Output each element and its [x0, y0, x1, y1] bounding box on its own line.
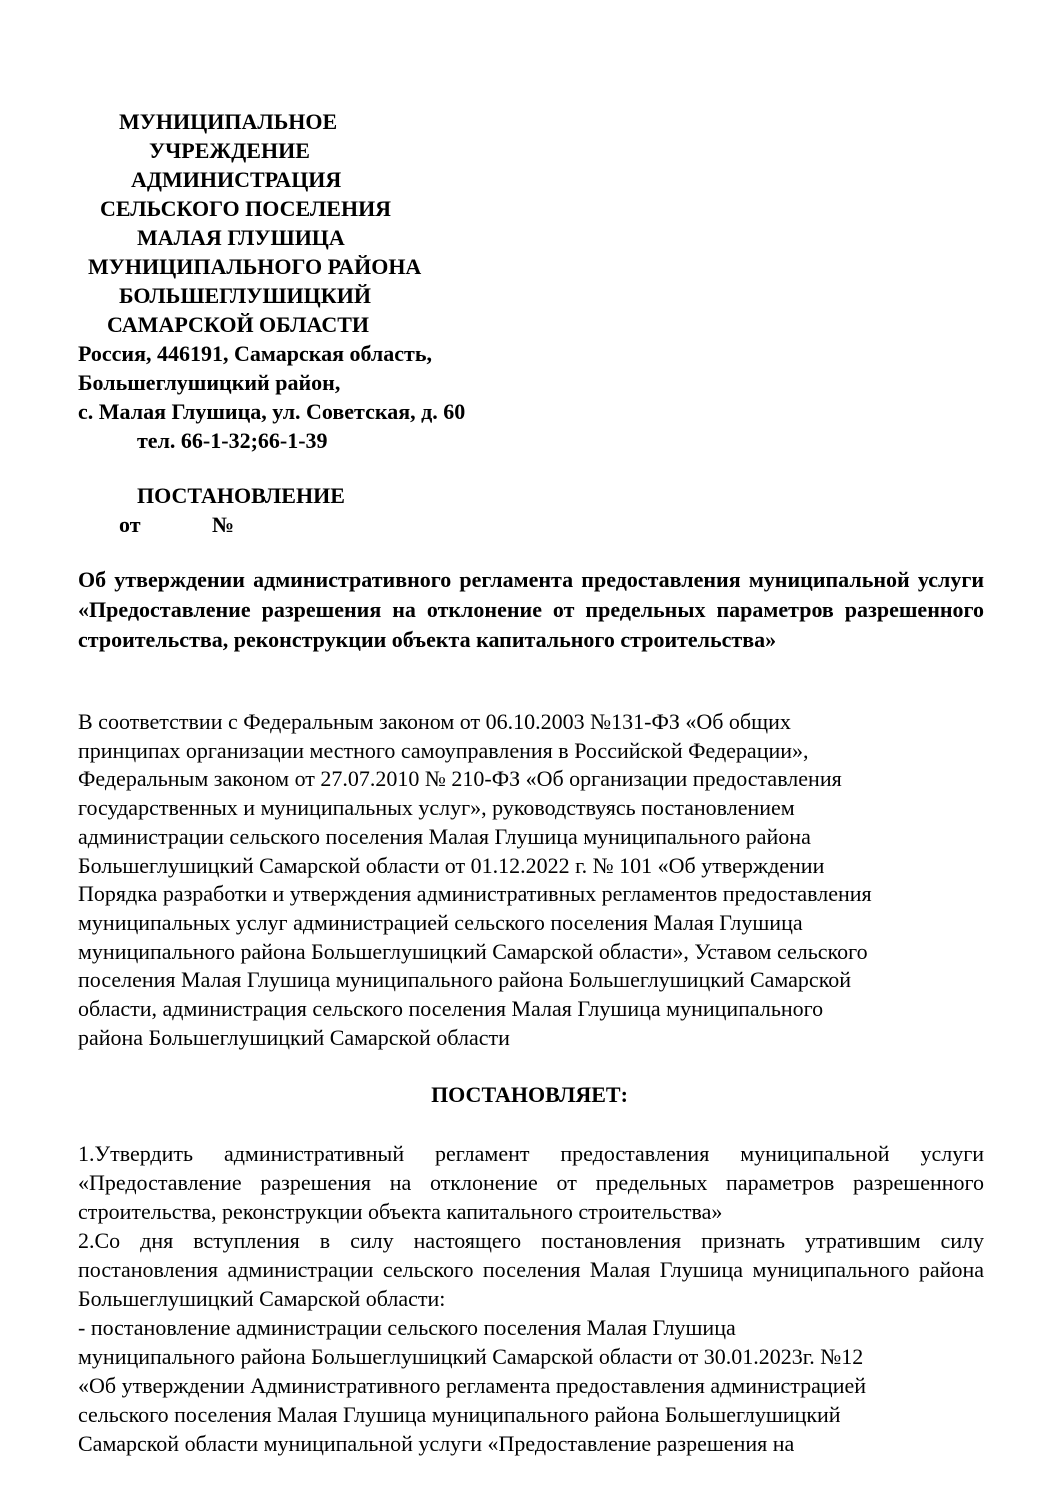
item-2-sub-line: - постановление администрации сельского поселения Малая Глушица: [78, 1315, 736, 1340]
preamble-line: муниципального района Большеглушицкий Самарской области», Уставом сельского: [78, 938, 868, 964]
preamble-line: Федеральным законом от 27.07.2010 № 210-ФЗ «Об организации предоставления: [78, 766, 842, 792]
header-line: СЕЛЬСКОГО ПОСЕЛЕНИЯ: [100, 196, 392, 221]
header-line: УЧРЕЖДЕНИЕ: [149, 138, 310, 163]
decree-heading: ПОСТАНОВЛЯЕТ:: [431, 1082, 628, 1107]
item-2: 2.Со дня вступления в силу настоящего постановления признать утратившим силу постановления администрации сельского поселения Малая Глушица муниципального района Большеглушицкий Самарской области:: [78, 1228, 984, 1311]
header-line: АДМИНИСТРАЦИЯ: [131, 167, 342, 192]
header-line: МУНИЦИПАЛЬНОГО РАЙОНА: [88, 254, 422, 279]
preamble-line: В соответствии с Федеральным законом от 06.10.2003 №131-ФЗ «Об общих: [78, 709, 791, 734]
preamble-line: Порядка разработки и утверждения административных регламентов предоставления: [78, 881, 872, 907]
item-2-sub-line: Самарской области муниципальной услуги «Предоставление разрешения на: [78, 1431, 795, 1456]
decree-items: [78, 1139, 984, 1458]
preamble: [78, 708, 984, 1052]
preamble-line: муниципальных услуг администрацией сельского поселения Малая Глушица: [78, 909, 803, 935]
date-label: от: [119, 512, 141, 537]
document-title: Об утверждении административного регламента предоставления муниципальной услуги «Предоставление разрешения на отклонение от предельных параметров разрешенного строительства, реконструкции объекта капитального строительства»: [78, 567, 984, 652]
header-line: МАЛАЯ ГЛУШИЦА: [137, 225, 345, 250]
preamble-line: государственных и муниципальных услуг», руководствуясь постановлением: [78, 795, 795, 821]
preamble-line: поселения Малая Глушица муниципального района Большеглушицкий Самарской: [78, 967, 852, 993]
address-line: Большеглушицкий район,: [78, 370, 341, 395]
address-line: с. Малая Глушица, ул. Советская, д. 60: [78, 399, 466, 424]
header-line: БОЛЬШЕГЛУШИЦКИЙ: [119, 283, 371, 308]
number-label: №: [212, 512, 235, 537]
document-type: ПОСТАНОВЛЕНИЕ: [137, 483, 345, 508]
preamble-line: области, администрация сельского поселения Малая Глушица муниципального: [78, 996, 824, 1022]
item-1: 1.Утвердить административный регламент предоставления муниципальной услуги «Предоставление разрешения на отклонение от предельных параметров разрешенного строительства, реконструкции объекта капитального строительства»: [78, 1141, 984, 1224]
preamble-line: администрации сельского поселения Малая Глушица муниципального района: [78, 823, 811, 849]
preamble-line: района Большеглушицкий Самарской области: [78, 1024, 510, 1050]
header-line: САМАРСКОЙ ОБЛАСТИ: [107, 312, 370, 337]
phone-line: тел. 66-1-32;66-1-39: [137, 428, 328, 453]
address-line: Россия, 446191, Самарская область,: [78, 341, 432, 366]
item-2-sub-line: сельского поселения Малая Глушица муниципального района Большеглушицкий: [78, 1402, 841, 1427]
item-2-sub-line: муниципального района Большеглушицкий Самарской области от 30.01.2023г. №12: [78, 1344, 864, 1369]
preamble-line: Большеглушицкий Самарской области от 01.12.2022 г. № 101 «Об утверждении: [78, 852, 825, 878]
preamble-line: принципах организации местного самоуправления в Российской Федерации»,: [78, 737, 809, 763]
item-2-sub-line: «Об утверждении Административного регламента предоставления администрацией: [78, 1373, 867, 1398]
header-line: МУНИЦИПАЛЬНОЕ: [119, 109, 338, 134]
